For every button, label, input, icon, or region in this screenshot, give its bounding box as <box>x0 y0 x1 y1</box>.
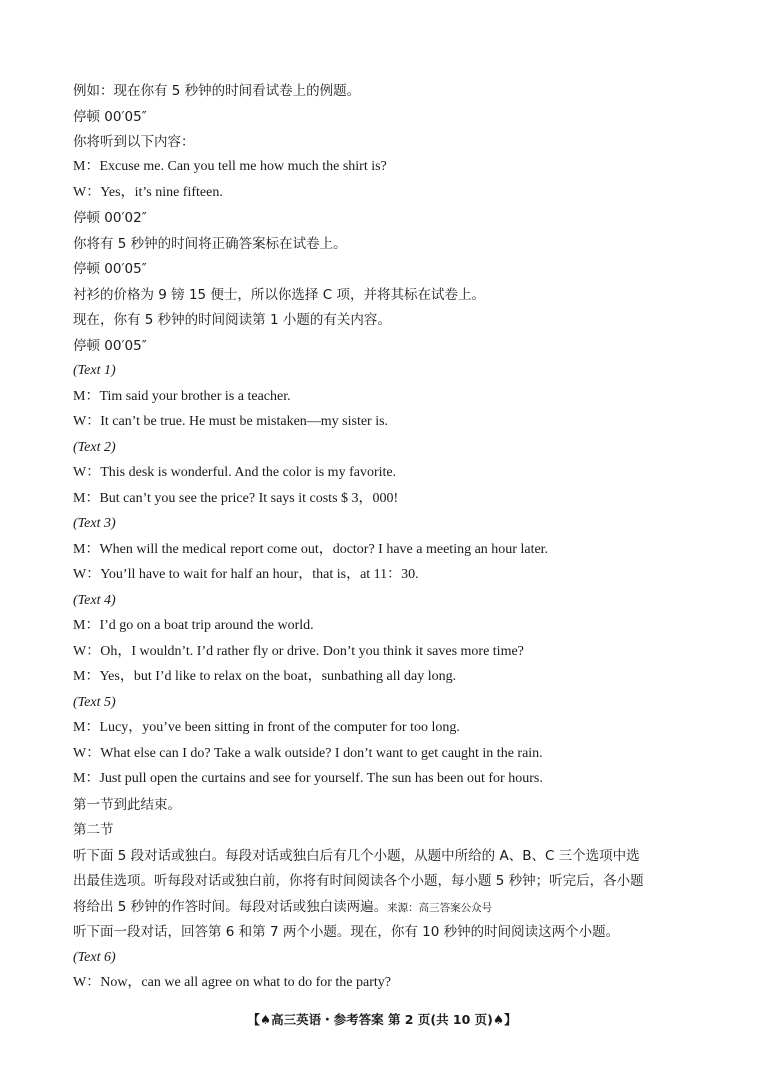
dialogue-line: W：You’ll have to wait for half an hour，that is，at 11：30. <box>73 567 419 582</box>
text-line: 衬衫的价格为 9 镑 15 便士，所以你选择 C 项，并将其标在试卷上。 <box>73 287 485 303</box>
dialogue-line: M：When will the medical report come out，doctor? I have a meeting an hour later. <box>73 542 549 557</box>
text-line: 将给出 5 秒钟的作答时间。每段对话或独白读两遍。来源：高三答案公众号 <box>73 899 493 915</box>
text-label: (Text 6) <box>73 950 116 965</box>
dialogue-line: W：Oh，I wouldn’t. I’d rather fly or drive. Don’t you think it saves more time? <box>73 644 524 659</box>
text-line: 停顿 00′05″ <box>73 261 147 277</box>
text-line: 现在，你有 5 秒钟的时间阅读第 1 小题的有关内容。 <box>73 312 391 328</box>
dialogue-line: W：Yes，it’s nine fifteen. <box>73 185 223 200</box>
text-line: 你将有 5 秒钟的时间将正确答案标在试卷上。 <box>73 236 347 252</box>
dialogue-line: W：Now，can we all agree on what to do for the party? <box>73 975 391 990</box>
text-label: (Text 3) <box>73 516 116 531</box>
text-line: 你将听到以下内容： <box>73 134 195 150</box>
dialogue-line: M：Yes，but I’d like to relax on the boat，sunbathing all day long. <box>73 669 457 684</box>
text-line: 出最佳选项。听每段对话或独白前，你将有时间阅读各个小题，每小题 5 秒钟；听完后，各小题 <box>73 873 644 889</box>
section-heading: 第二节 <box>73 822 114 838</box>
page-footer: 【♠高三英语・参考答案 第 2 页(共 10 页)♠】 <box>247 1012 517 1027</box>
dialogue-line: M：Tim said your brother is a teacher. <box>73 389 291 404</box>
text-line: 例如：现在你有 5 秒钟的时间看试卷上的例题。 <box>73 83 361 99</box>
dialogue-line: M：But can’t you see the price? It says it costs $ 3，000! <box>73 491 399 506</box>
source-note: 来源：高三答案公众号 <box>387 902 493 914</box>
text-line: 停顿 00′02″ <box>73 210 147 226</box>
dialogue-line: M：Excuse me. Can you tell me how much the shirt is? <box>73 159 387 174</box>
text-label: (Text 4) <box>73 593 116 608</box>
text-line: 听下面一段对话，回答第 6 和第 7 两个小题。现在，你有 10 秒钟的时间阅读这两个小题。 <box>73 924 620 940</box>
text-label: (Text 5) <box>73 695 116 710</box>
dialogue-line: M：Just pull open the curtains and see for yourself. The sun has been out for hours. <box>73 771 543 786</box>
text-line: 停顿 00′05″ <box>73 109 147 125</box>
dialogue-line: W：It can’t be true. He must be mistaken—my sister is. <box>73 414 389 429</box>
dialogue-line: W：What else can I do? Take a walk outside? I don’t want to get caught in the rain. <box>73 746 543 761</box>
text-line: 听下面 5 段对话或独白。每段对话或独白后有几个小题，从题中所给的 A、B、C 三个选项中选 <box>73 848 640 864</box>
text-label: (Text 1) <box>73 363 116 378</box>
dialogue-line: M：Lucy，you’ve been sitting in front of the computer for too long. <box>73 720 460 735</box>
text-line: 停顿 00′05″ <box>73 338 147 354</box>
text-line: 第一节到此结束。 <box>73 797 181 813</box>
text-label: (Text 2) <box>73 440 116 455</box>
dialogue-line: M：I’d go on a boat trip around the world. <box>73 618 314 633</box>
dialogue-line: W：This desk is wonderful. And the color is my favorite. <box>73 465 397 480</box>
